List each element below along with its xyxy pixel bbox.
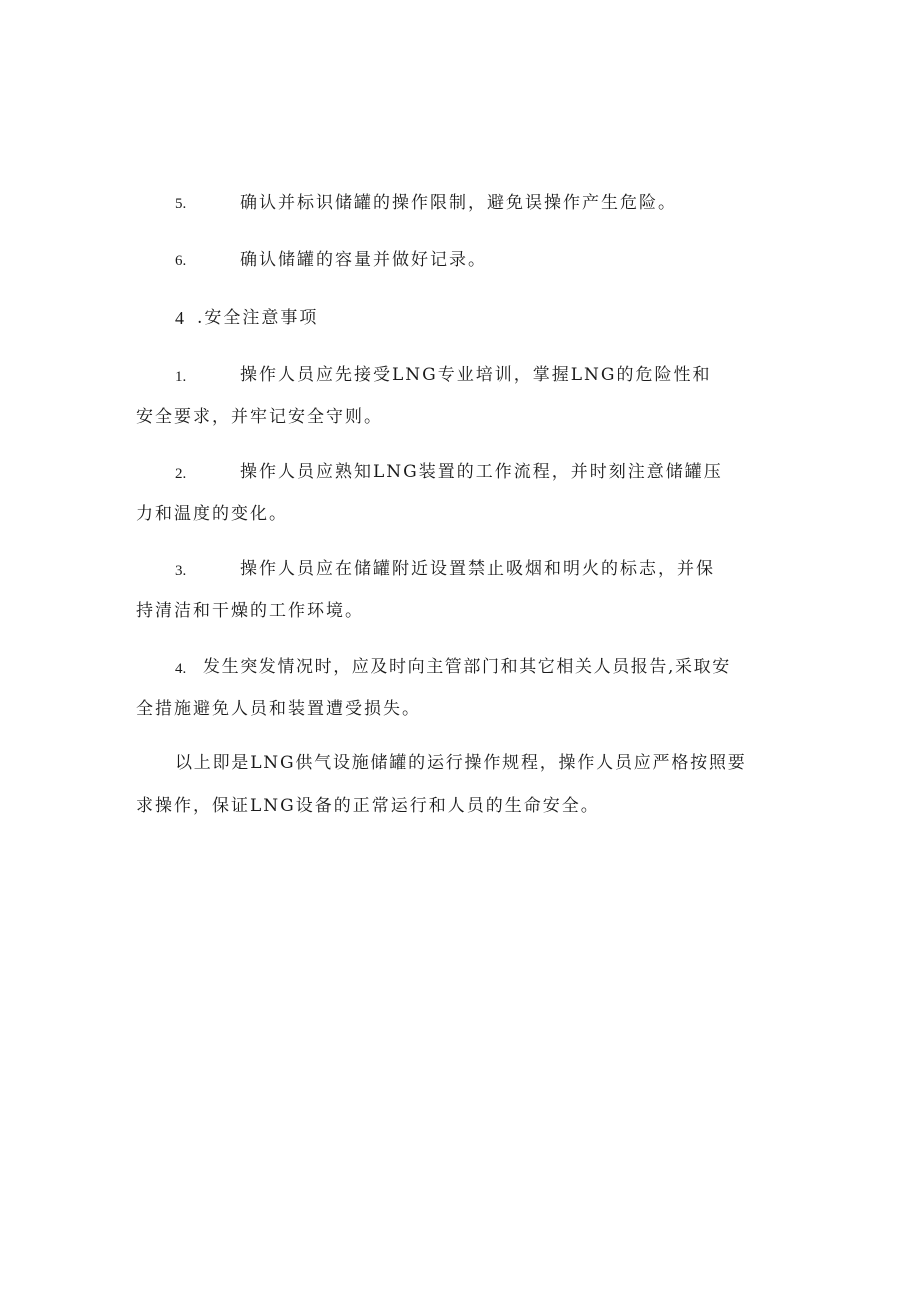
list-item-text-line-1: 发生突发情况时，应及时向主管部门和其它相关人员报告,采取安 (203, 657, 731, 677)
conclusion-line-2: 求操作，保证LNG设备的正常运行和人员的生命安全。 (136, 796, 600, 816)
list-item-text-line-1: 操作人员应先接受LNG专业培训，掌握LNG的危险性和 (240, 365, 712, 385)
list-item-number: 5. (175, 196, 187, 212)
list-item-text-line-2: 安全要求，并牢记安全守则。 (136, 407, 383, 427)
list-item-number: 4. (175, 661, 187, 677)
section-title: .安全注意事项 (197, 308, 319, 328)
list-item-text-line-1: 操作人员应在储罐附近设置禁止吸烟和明火的标志，并保 (240, 559, 715, 579)
list-item-number: 3. (175, 563, 187, 579)
list-item-text-line-2: 全措施避免人员和装置遭受损失。 (136, 699, 421, 719)
list-item-text-line-2: 持清洁和干燥的工作环境。 (136, 601, 364, 621)
section-number: 4 (175, 308, 184, 328)
list-item-number: 6. (175, 253, 187, 269)
list-item-number: 2. (175, 466, 187, 482)
list-item-text: 确认并标识储罐的操作限制，避免误操作产生危险。 (240, 193, 677, 213)
list-item-text-line-1: 操作人员应熟知LNG装置的工作流程，并时刻注意储罐压 (240, 462, 723, 482)
list-item-text-line-2: 力和温度的变化。 (136, 504, 288, 524)
list-item-number: 1. (175, 369, 187, 385)
conclusion-line-1: 以上即是LNG供气设施储罐的运行操作规程，操作人员应严格按照要 (175, 753, 747, 773)
list-item-text: 确认储罐的容量并做好记录。 (240, 250, 487, 270)
